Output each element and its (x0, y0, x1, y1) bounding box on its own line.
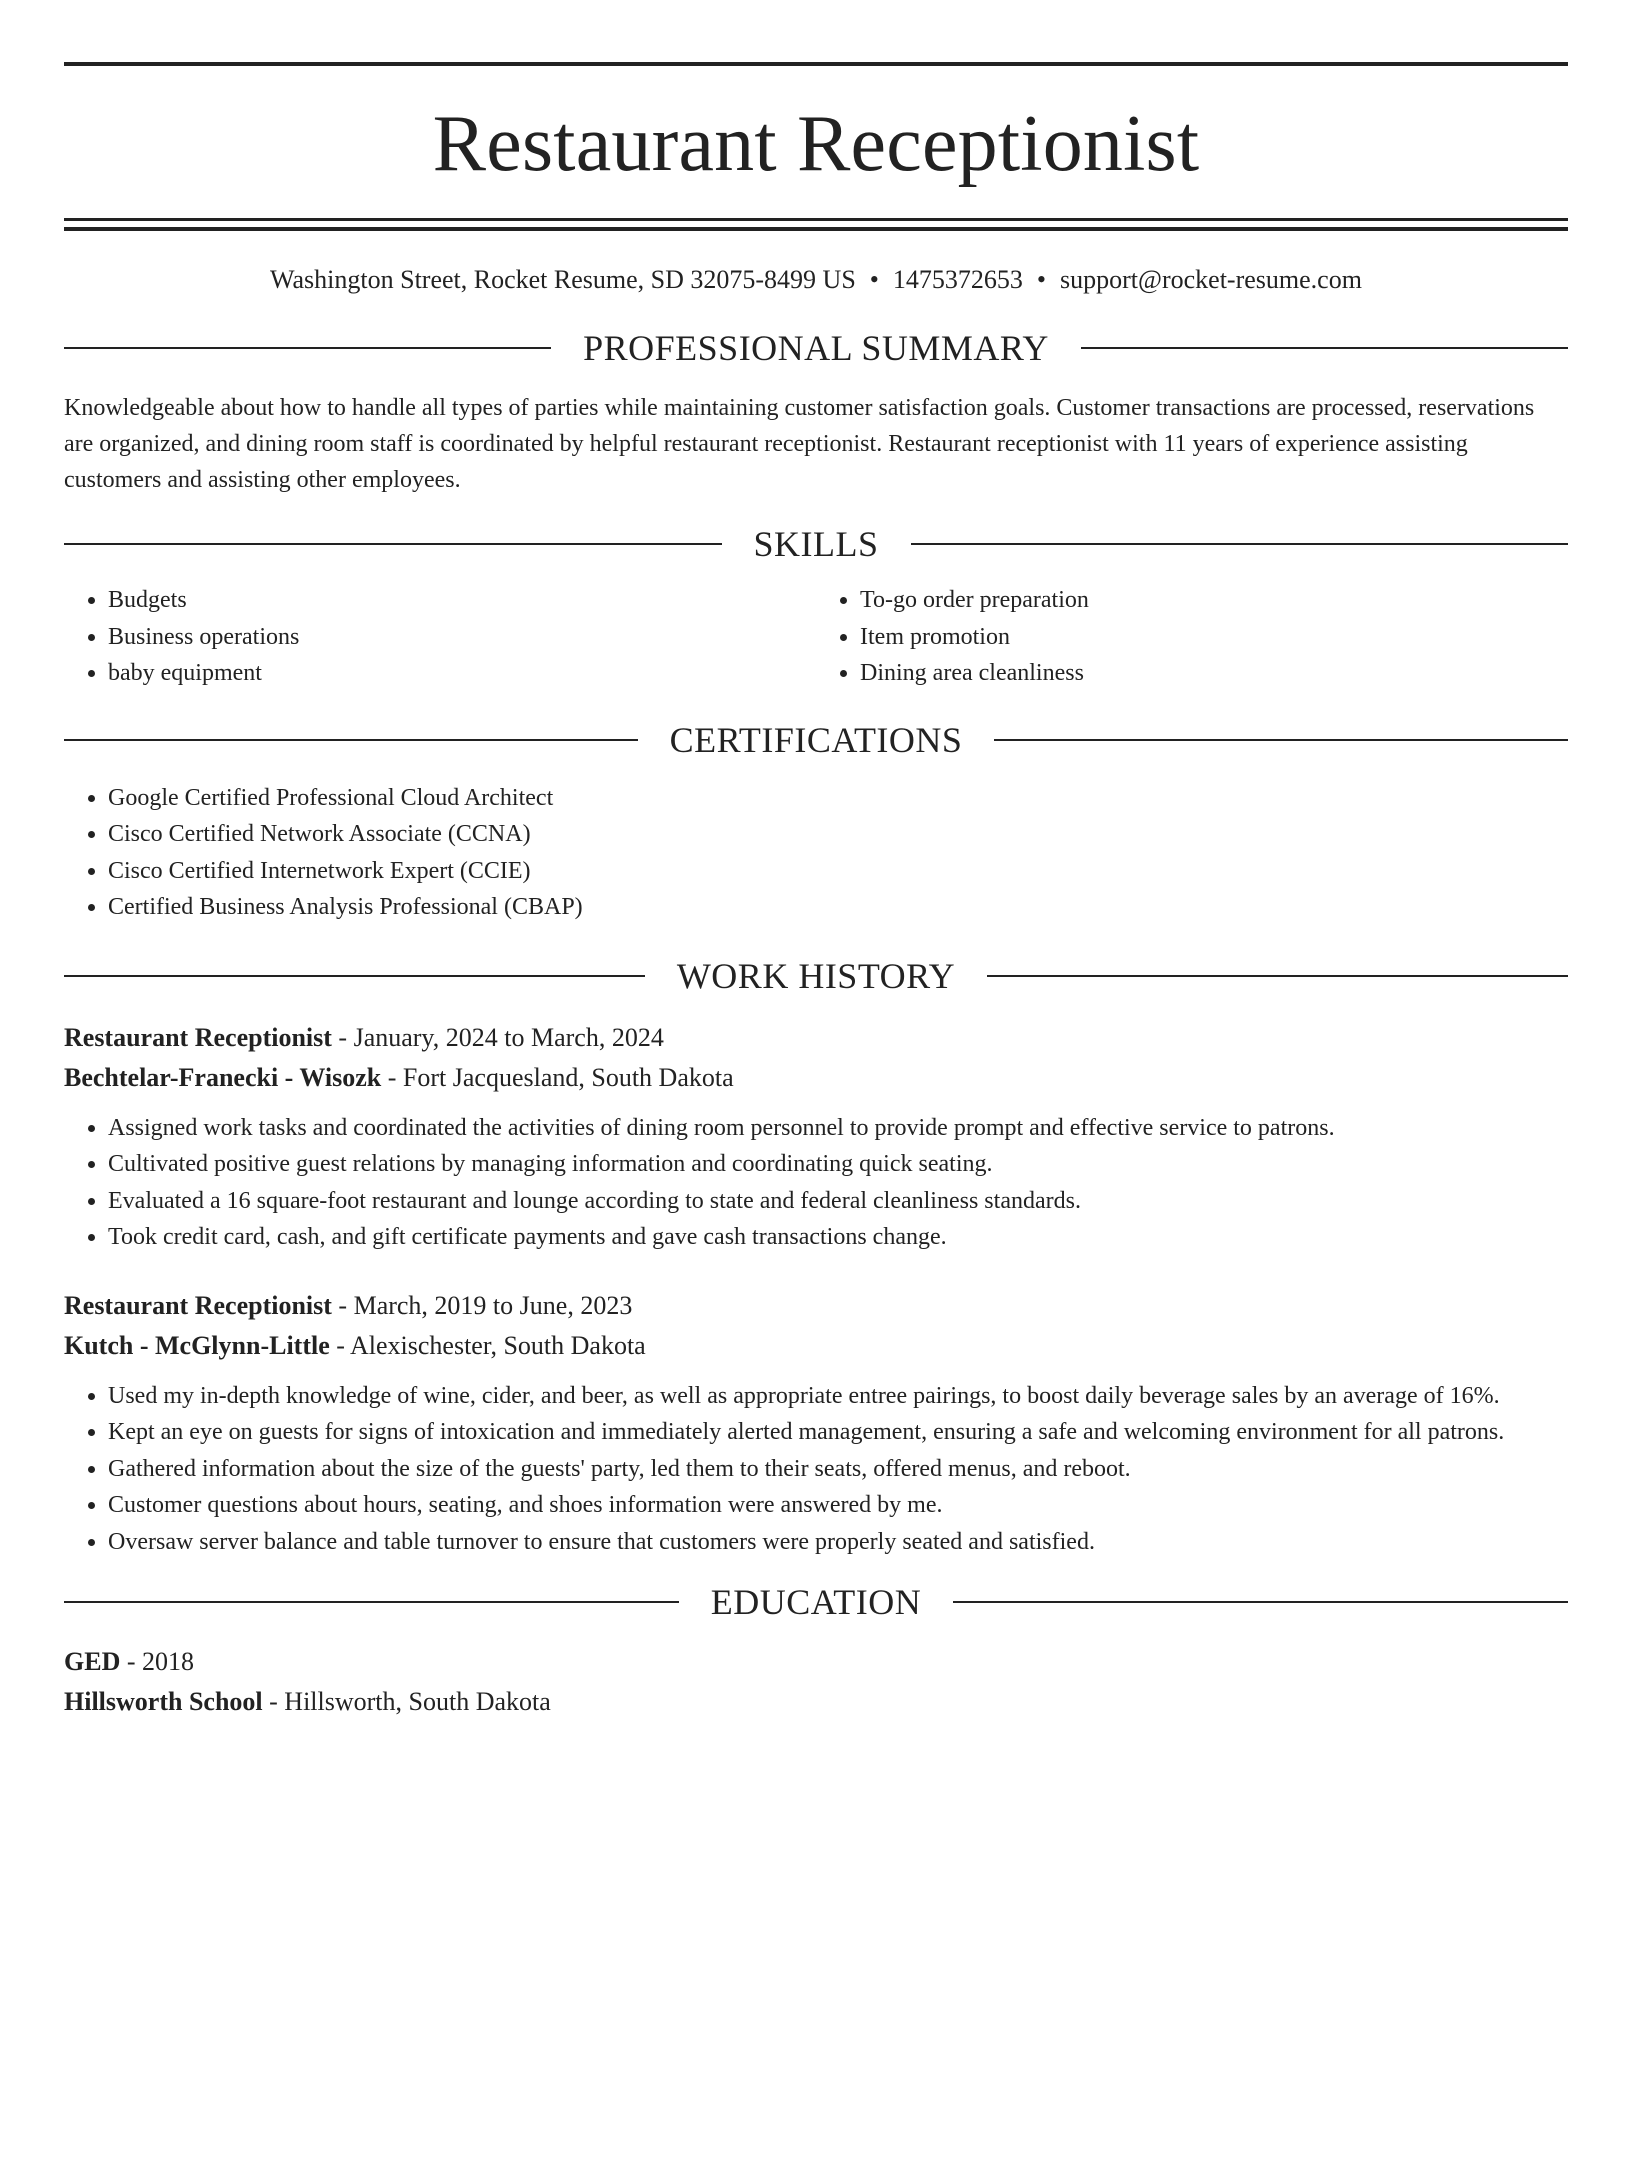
education-degree-line (64, 1642, 1568, 1682)
heading-rule-left (64, 347, 551, 349)
skill-item: • Business operations (108, 619, 816, 656)
education-heading-title: EDUCATION (710, 1582, 922, 1622)
skill-item: • Budgets (108, 582, 816, 619)
certification-item: • Certified Business Analysis Professional (CBAP) (108, 889, 1568, 926)
education-entry (64, 1642, 1568, 1722)
job-title-line (64, 1018, 1568, 1058)
job-dates: - March, 2019 to June, 2023 (331, 1290, 633, 1320)
education-school: Hillsworth School (64, 1687, 263, 1716)
skill-item: • baby equipment (108, 655, 816, 692)
job-bullet: • Evaluated a 16 square-foot restaurant and lounge according to state and federal cleanliness standards. (108, 1183, 1568, 1220)
heading-rule-left (64, 1601, 679, 1603)
skills-section-heading (64, 524, 1568, 564)
job-bullet: • Gathered information about the size of the guests' party, led them to their seats, offered menus, and reboot. (108, 1451, 1568, 1488)
heading-rule-left (64, 543, 722, 545)
contact-address: Washington Street, Rocket Resume, SD 32075-8499 US (270, 265, 856, 294)
header-double-rule (64, 218, 1568, 231)
job-entry (64, 1018, 1568, 1256)
job-bullet: • Cultivated positive guest relations by managing information and coordinating quick seating. (108, 1146, 1568, 1183)
job-bullet: • Customer questions about hours, seating, and shoes information were answered by me. (108, 1487, 1568, 1524)
certifications-list (64, 780, 1568, 926)
summary-section-heading (64, 328, 1568, 368)
skills-column-right (816, 582, 1568, 692)
contact-line (64, 264, 1568, 296)
skills-column-left (64, 582, 816, 692)
education-section-heading (64, 1582, 1568, 1622)
contact-email: support@rocket-resume.com (1060, 265, 1362, 294)
job-bullet-list (64, 1110, 1568, 1256)
heading-rule-left (64, 739, 638, 741)
heading-rule-left (64, 975, 645, 977)
job-bullet: • Used my in-depth knowledge of wine, cider, and beer, as well as appropriate entree pairings, to boost daily beverage sales by an average of 16%. (108, 1378, 1568, 1415)
job-bullet: • Took credit card, cash, and gift certificate payments and gave cash transactions change. (108, 1219, 1568, 1256)
heading-rule-right (987, 975, 1568, 977)
job-location: - Alexischester, South Dakota (329, 1330, 646, 1360)
certification-item: • Cisco Certified Network Associate (CCNA) (108, 816, 1568, 853)
skills-list-right (816, 582, 1568, 692)
skill-item: • Item promotion (860, 619, 1568, 656)
heading-rule-right (1081, 347, 1568, 349)
education-year: - 2018 (120, 1647, 195, 1676)
skills-list-left (64, 582, 816, 692)
job-company-line (64, 1058, 1568, 1098)
contact-separator: • (1036, 265, 1047, 294)
education-degree: GED (64, 1647, 121, 1676)
contact-phone: 1475372653 (892, 265, 1023, 294)
skills-grid (64, 582, 1568, 692)
job-title: Restaurant Receptionist (64, 1290, 332, 1320)
skill-item: • Dining area cleanliness (860, 655, 1568, 692)
job-title-line (64, 1286, 1568, 1326)
heading-rule-right (911, 543, 1569, 545)
job-company-line (64, 1326, 1568, 1366)
job-bullet-list (64, 1378, 1568, 1561)
candidate-name: Restaurant Receptionist (432, 100, 1200, 188)
work-history-heading-title: WORK HISTORY (676, 955, 956, 996)
certification-item: • Cisco Certified Internetwork Expert (CCIE) (108, 853, 1568, 890)
summary-text: Knowledgeable about how to handle all types of parties while maintaining customer satisfaction goals. Customer transactions are processed, reservations are organized, and dining room staff is coordinated by helpful restaurant receptionist. Restaurant receptionist with 11 years of experience assisting customers and assisting other employees. (64, 395, 1535, 493)
certifications-heading-title: CERTIFICATIONS (669, 719, 963, 760)
heading-rule-right (953, 1601, 1568, 1603)
education-school-line (64, 1682, 1568, 1722)
education-location: - Hillsworth, South Dakota (262, 1687, 551, 1716)
summary-heading-title: PROFESSIONAL SUMMARY (583, 328, 1049, 368)
header-top-rule (64, 62, 1568, 66)
certification-item: • Google Certified Professional Cloud Architect (108, 780, 1568, 817)
contact-separator: • (869, 265, 879, 294)
skills-heading-title: SKILLS (753, 524, 879, 564)
job-location: - Fort Jacquesland, South Dakota (381, 1062, 734, 1092)
work-history-section-heading (64, 956, 1568, 996)
heading-rule-right (994, 739, 1568, 741)
resume-page (0, 62, 1632, 2174)
job-title: Restaurant Receptionist (64, 1022, 332, 1052)
job-bullet: • Oversaw server balance and table turnover to ensure that customers were properly seated and satisfied. (108, 1524, 1568, 1561)
job-company: Kutch - McGlynn-Little (64, 1330, 330, 1360)
job-dates: - January, 2024 to March, 2024 (331, 1022, 664, 1052)
job-bullet: • Assigned work tasks and coordinated the activities of dining room personnel to provide prompt and effective service to patrons. (108, 1110, 1568, 1147)
job-bullet: • Kept an eye on guests for signs of intoxication and immediately alerted management, ensuring a safe and welcoming environment for all patrons. (108, 1414, 1568, 1451)
certifications-section-heading (64, 720, 1568, 760)
skill-item: • To-go order preparation (860, 582, 1568, 619)
job-entry (64, 1286, 1568, 1561)
job-company: Bechtelar-Franecki - Wisozk (64, 1062, 382, 1092)
